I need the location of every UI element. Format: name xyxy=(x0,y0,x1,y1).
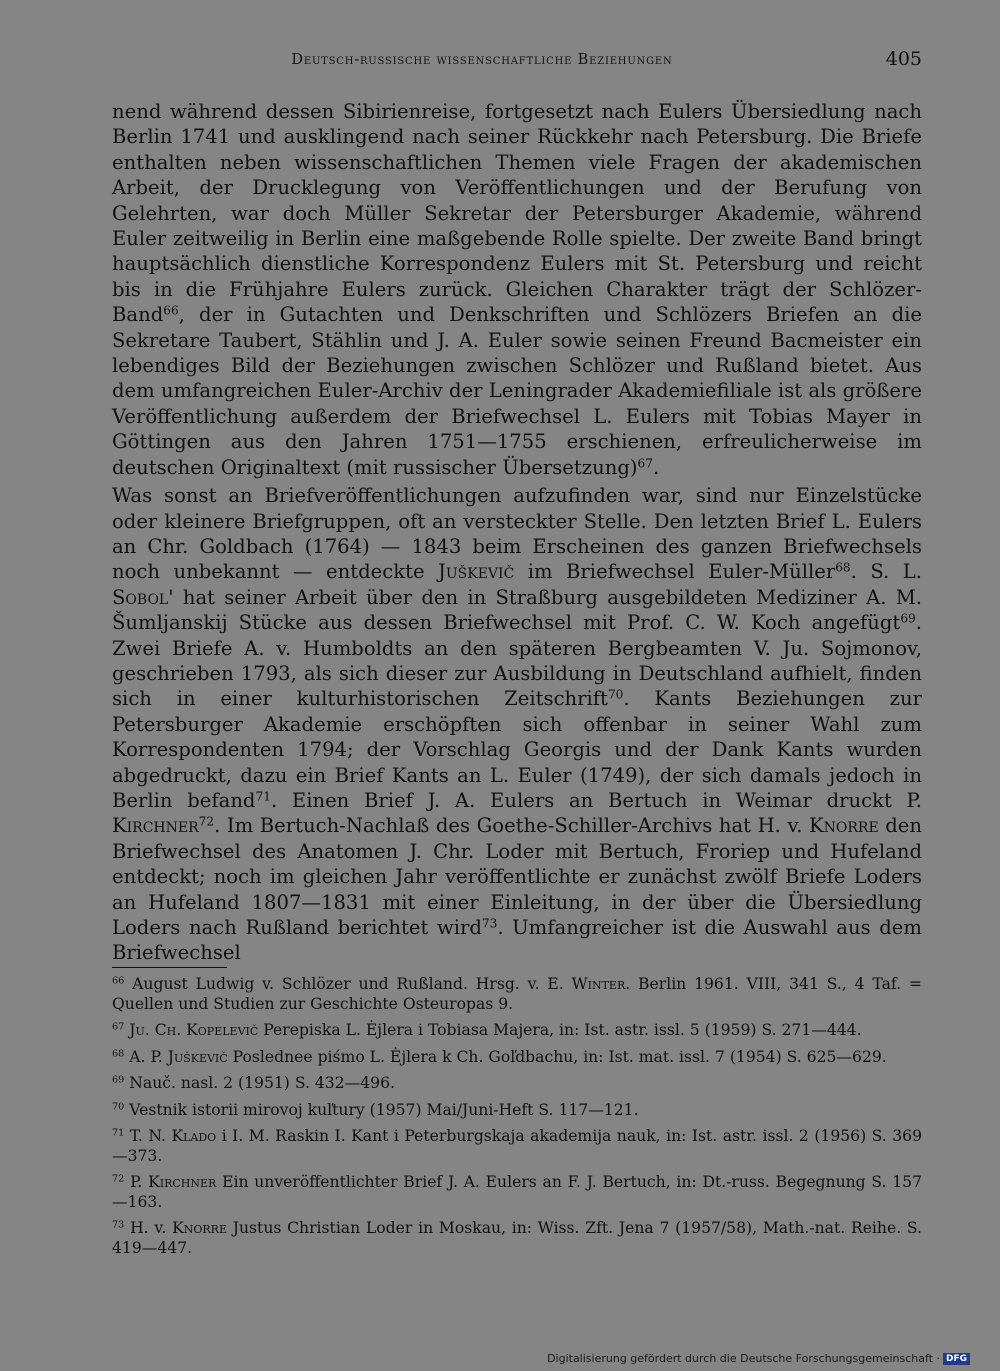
footnote-ref-70[interactable]: 70 xyxy=(607,687,624,702)
running-title: Deutsch-russische wissenschaftliche Beziehungen xyxy=(291,52,673,68)
footnote-ref-67[interactable]: 67 xyxy=(637,456,653,471)
main-text xyxy=(112,99,922,966)
page-number: 405 xyxy=(885,48,922,70)
footnote-separator xyxy=(112,967,227,968)
footnote-68: $^{68}$ A. P. Juškevič Poslednee piśmo L. Ėjlera k Ch. Goľdbachu, in: Ist. mat. issl. 7 (1954) S. 625—629. xyxy=(112,1047,887,1066)
footnote-66: $^{66}$ August Ludwig v. Schlözer und Rußland. Hrsg. v. E. Winter. Berlin 1961. VIII, 341 S., 4 Taf. = Quellen und Studien zur Geschichte Osteuropas 9. xyxy=(112,975,922,1013)
footnote-71: $^{71}$ T. N. Klado i I. M. Raskin I. Kant i Peterburgskaja akademija nauk, in: Ist. astr. issl. 2 (1956) S. 369—373. xyxy=(112,1127,922,1165)
footnote-ref-69[interactable]: 69 xyxy=(900,611,916,626)
footnote-ref-71[interactable]: 71 xyxy=(255,789,271,804)
footnote-ref-72[interactable]: 72 xyxy=(198,814,215,829)
footnotes xyxy=(112,975,922,1265)
footnote-73: $^{73}$ H. v. Knorre Justus Christian Loder in Moskau, in: Wiss. Zft. Jena 7 (1957/58), Math.-nat. Reihe. S. 419—447. xyxy=(112,1219,922,1257)
footnote-72: $^{72}$ P. Kirchner Ein unveröffentlichter Brief J. A. Eulers an F. J. Bertuch, in: Dt.-russ. Begegnung S. 157—163. xyxy=(112,1173,922,1211)
running-header xyxy=(112,48,922,74)
digitization-footer xyxy=(547,1352,970,1365)
footnote-70: $^{70}$ Vestnik istorii mirovoj kuľtury (1957) Mai/Juni-Heft S. 117—121. xyxy=(112,1100,639,1119)
footnote-ref-73[interactable]: 73 xyxy=(481,916,498,931)
footnote-ref-68[interactable]: 68 xyxy=(835,560,851,575)
footer-text: Digitalisierung gefördert durch die Deutsche Forschungsgemeinschaft · xyxy=(547,1352,940,1365)
footnote-69: $^{69}$ Nauč. nasl. 2 (1951) S. 432—496. xyxy=(112,1074,395,1092)
dfg-logo: DFG xyxy=(943,1353,970,1365)
paragraph-1: nend während dessen Sibirienreise, fortgesetzt nach Eulers Übersiedlung nach Berlin 1741 und ausklingend nach seiner Rückkehr nach Petersburg. Die Briefe enthalten neben wissenschaftlichen Themen viele Fragen der akademischen Arbeit, der Drucklegung von Veröffentlichungen und der Berufung von Gelehrten, war doch Müller Sekretar der Petersburger Akademie, während Euler zeitweilig in Berlin eine maßgebende Rolle spielte. Der zweite Band bringt hauptsächlich dienstliche Korrespondenz Eulers mit St. Petersburg und reicht bis in die Frühjahre Eulers zurück. Gleichen Charakter trägt der Schlözer-Band$^{66}$, der in Gutachten und Denkschriften und Schlözers Briefen an die Sekretare Taubert, Stählin und J. A. Euler sowie seinen Freund Bacmeister ein lebendiges Bild der Beziehungen zwischen Schlözer und Rußland bietet. Aus dem umfangreichen Euler-Archiv der Leningrader Akademiefiliale ist als größere Veröffentlichung außerdem der Briefwechsel L. Eulers mit Tobias Mayer in Göttingen aus den Jahren 1751—1755 erschienen, erfreulicherweise im deutschen Originaltext (mit russischer Übersetzung)$^{67}$. xyxy=(112,100,922,479)
footnote-67: $^{67}$ Ju. Ch. Kopelevič Perepiska L. Ėjlera i Tobiasa Majera, in: Ist. astr. issl. 5 (1959) S. 271—444. xyxy=(112,1021,862,1039)
paragraph-2: Was sonst an Briefveröffentlichungen aufzufinden war, sind nur Einzelstücke oder kleinere Briefgruppen, oft an versteckter Stelle. Den letzten Brief L. Eulers an Chr. Goldbach (1764) — 1843 beim Erscheinen des ganzen Briefwechsels noch unbekannt — entdeckte Juškevič im Briefwechsel Euler-Müller$^{68}$. S. L. Sobol' hat seiner Arbeit über den in Straßburg ausgebildeten Mediziner A. M. Šumljanskij Stücke aus dessen Briefwechsel mit Prof. C. W. Koch angefügt$^{69}$. Zwei Briefe A. v. Humboldts an den späteren Bergbeamten V. Ju. Sojmonov, geschrieben 1793, als sich dieser zur Ausbildung in Deutschland aufhielt, finden sich in einer kulturhistorischen Zeitschrift$^{70}$. Kants Beziehungen zur Petersburger Akademie erschöpften sich offenbar in seiner Wahl zum Korrespondenten 1794; der Vorschlag Georgis und der Dank Kants wurden abgedruckt, dazu ein Brief Kants an L. Euler (1749), der sich damals jedoch in Berlin befand$^{71}$. Einen Brief J. A. Eulers an Bertuch in Weimar druckt P. Kirchner$^{72}$. Im Bertuch-Nachlaß des Goethe-Schiller-Archivs hat H. v. Knorre den Briefwechsel des Anatomen J. Chr. Loder mit Bertuch, Froriep und Hufeland entdeckt; noch im gleichen Jahr veröffentlichte er zunächst zwölf Briefe Loders an Hufeland 1807—1831 mit einer Einleitung, in der über die Übersiedlung Loders nach Rußland berichtet wird$^{73}$. Umfangreicher ist die Auswahl aus dem Briefwechsel xyxy=(112,484,922,965)
footnote-ref-66[interactable]: 66 xyxy=(163,303,179,318)
